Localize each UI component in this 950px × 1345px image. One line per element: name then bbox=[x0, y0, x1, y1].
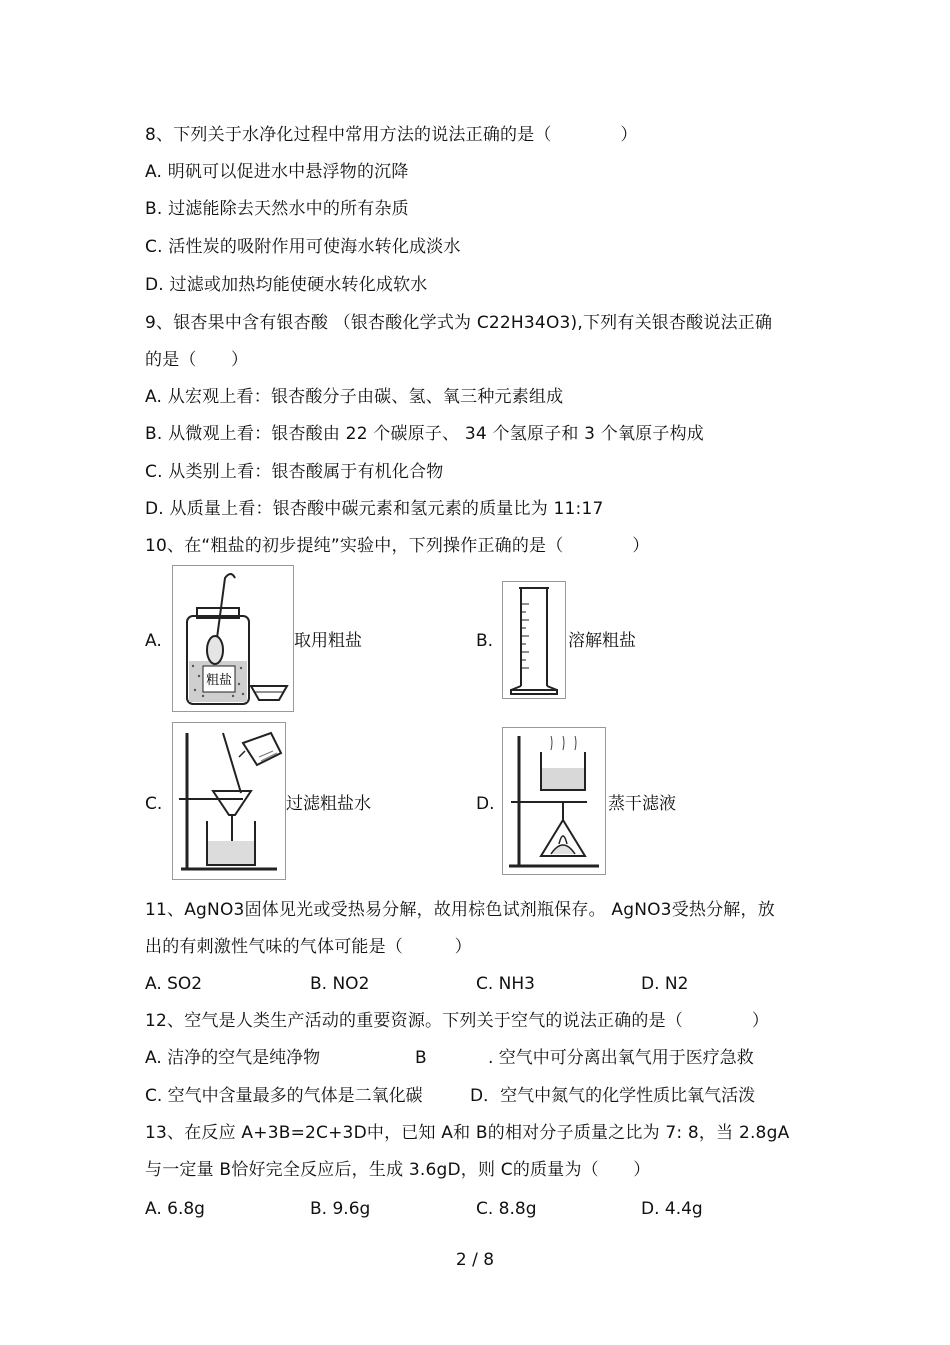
q12-stem: 12、空气是人类生产活动的重要资源。下列关于空气的说法正确的是（ ） bbox=[145, 1011, 770, 1031]
q10-option-c-label: C. bbox=[145, 794, 163, 814]
q11-option-c: C. NH3 bbox=[476, 974, 535, 994]
q11-option-a: A. SO2 bbox=[145, 974, 203, 994]
q13-stem-line2: 与一定量 B恰好完全反应后，生成 3.6gD，则 C的质量为（ ） bbox=[145, 1160, 651, 1180]
q13-option-c: C. 8.8g bbox=[476, 1199, 537, 1219]
q10-option-b-text: 溶解粗盐 bbox=[568, 631, 636, 651]
graduated-cylinder-illustration bbox=[503, 582, 565, 698]
q10-figure-take-salt bbox=[172, 565, 294, 712]
q9-option-d: D. 从质量上看：银杏酸中碳元素和氢元素的质量比为 11:17 bbox=[145, 499, 604, 519]
q11-option-d: D. N2 bbox=[641, 974, 689, 994]
q10-option-b-label: B. bbox=[476, 631, 494, 651]
q10-option-d-label: D. bbox=[476, 794, 495, 814]
filtration-illustration bbox=[173, 723, 285, 879]
q10-figure-cylinder bbox=[502, 581, 566, 699]
q12-option-b: . 空气中可分离出氧气用于医疗急救 bbox=[488, 1048, 754, 1068]
q8-option-b: B. 过滤能除去天然水中的所有杂质 bbox=[145, 199, 409, 219]
jar-label-text: 粗盐 bbox=[205, 673, 233, 688]
q10-option-c-text: 过滤粗盐水 bbox=[286, 794, 371, 814]
evaporation-illustration bbox=[503, 728, 605, 874]
q8-option-d: D. 过滤或加热均能使硬水转化成软水 bbox=[145, 275, 428, 295]
q10-figure-evaporation bbox=[502, 727, 606, 875]
q9-stem-line1: 9、银杏果中含有银杏酸 （银杏酸化学式为 C22H34O3),下列有关银杏酸说法正确 bbox=[145, 313, 773, 333]
q12-option-d: D．空气中氮气的化学性质比氧气活泼 bbox=[470, 1086, 756, 1106]
q9-option-b: B. 从微观上看：银杏酸由 22 个碳原子、 34 个氢原子和 3 个氧原子构成 bbox=[145, 424, 704, 444]
page-number: 2 / 8 bbox=[455, 1250, 495, 1270]
q10-option-a-text: 取用粗盐 bbox=[294, 631, 362, 651]
q8-option-c: C. 活性炭的吸附作用可使海水转化成淡水 bbox=[145, 237, 461, 257]
q9-stem-line2: 的是（ ） bbox=[145, 350, 249, 370]
q8-option-a: A. 明矾可以促进水中悬浮物的沉降 bbox=[145, 162, 409, 182]
q12-option-c: C. 空气中含量最多的气体是二氧化碳 bbox=[145, 1086, 423, 1106]
q13-option-b: B. 9.6g bbox=[310, 1199, 371, 1219]
q13-option-a: A. 6.8g bbox=[145, 1199, 205, 1219]
salt-jar-illustration bbox=[173, 566, 293, 711]
q11-option-b: B. NO2 bbox=[310, 974, 370, 994]
q8-stem: 8、下列关于水净化过程中常用方法的说法正确的是（ ） bbox=[145, 125, 638, 145]
q12-option-b-label: B bbox=[415, 1048, 427, 1068]
q13-stem-line1: 13、在反应 A+3B=2C+3D中，已知 A和 B的相对分子质量之比为 7: 8，当 2.8gA bbox=[145, 1123, 790, 1143]
q11-stem-line1: 11、AgNO3固体见光或受热易分解，故用棕色试剂瓶保存。 AgNO3受热分解，放 bbox=[145, 900, 775, 920]
q10-stem: 10、在“粗盐的初步提纯”实验中，下列操作正确的是（ ） bbox=[145, 536, 650, 556]
q9-option-c: C. 从类别上看：银杏酸属于有机化合物 bbox=[145, 462, 444, 482]
q10-figure-filtration bbox=[172, 722, 286, 880]
q13-option-d: D. 4.4g bbox=[641, 1199, 703, 1219]
q10-option-a-label: A. bbox=[145, 631, 162, 651]
q10-option-d-text: 蒸干滤液 bbox=[608, 794, 676, 814]
q12-option-a: A. 洁净的空气是纯净物 bbox=[145, 1048, 321, 1068]
q11-stem-line2: 出的有刺激性气味的气体可能是（ ） bbox=[145, 937, 472, 957]
q9-option-a: A. 从宏观上看：银杏酸分子由碳、氢、氧三种元素组成 bbox=[145, 387, 564, 407]
